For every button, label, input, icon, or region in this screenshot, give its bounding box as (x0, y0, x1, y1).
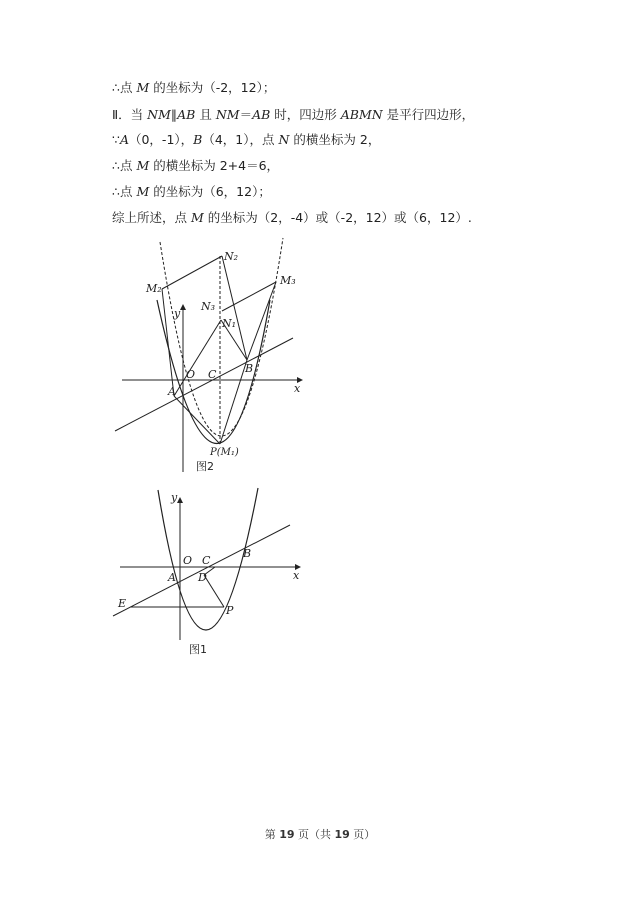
label-o: O (186, 368, 196, 381)
page-total: 19 (334, 828, 350, 841)
label-b: B (245, 362, 254, 375)
conclusion-m-line-2: ∴点 M 的坐标为（6，12）； (112, 184, 271, 199)
label-n3: N₃ (201, 300, 216, 313)
label-y: y (174, 307, 181, 320)
label-p: P (226, 604, 234, 617)
label-m2: M₂ (146, 282, 162, 295)
label-p: P(M₁) (210, 447, 239, 458)
label-d: D (198, 571, 207, 584)
segment-n3-m3 (222, 282, 276, 311)
label-a: A (168, 385, 176, 398)
figure-2 (110, 232, 310, 477)
segment-m2-n2 (162, 256, 222, 289)
figure-1-caption: 图1 (189, 643, 207, 656)
label-e: E (118, 597, 127, 610)
case-ii-line: Ⅱ．当 NM∥AB 且 NM＝AB 时，四边形 ABMN 是平行四边形， (112, 107, 475, 122)
label-c: C (208, 368, 217, 381)
label-m3: M₃ (280, 274, 296, 287)
line-ab (115, 338, 293, 431)
label-n2: N₂ (224, 250, 239, 263)
figure-1 (108, 486, 323, 661)
segment-d-p (204, 575, 224, 607)
label-c: C (202, 554, 211, 567)
label-b: B (243, 547, 252, 560)
page-footer: 第 19 页（共 19 页） (264, 828, 376, 841)
label-n1: N₁ (222, 317, 237, 330)
figure-2-caption: 图2 (196, 460, 214, 473)
summary-line: 综上所述，点 M 的坐标为（2，-4）或（-2，12）或（6，12）. (112, 210, 472, 225)
conclusion-m-line-1: ∴点 M 的坐标为（-2，12）； (112, 80, 276, 95)
segment-n2-b (222, 256, 247, 360)
m-abscissa-line: ∴点 M 的横坐标为 2+4＝6， (112, 158, 280, 173)
label-a: A (168, 571, 176, 584)
page-number: 19 (279, 828, 295, 841)
label-x: x (294, 382, 301, 395)
segment-b-m3 (247, 282, 276, 360)
label-o: O (183, 554, 193, 567)
segment-a-p (174, 396, 220, 444)
label-y: y (171, 491, 178, 504)
segment-a-n1 (174, 320, 221, 396)
parabola-dashed (160, 238, 283, 436)
given-points-line: ∵A（0，-1），B（4，1），点 N 的横坐标为 2， (112, 132, 381, 147)
label-x: x (293, 569, 300, 582)
